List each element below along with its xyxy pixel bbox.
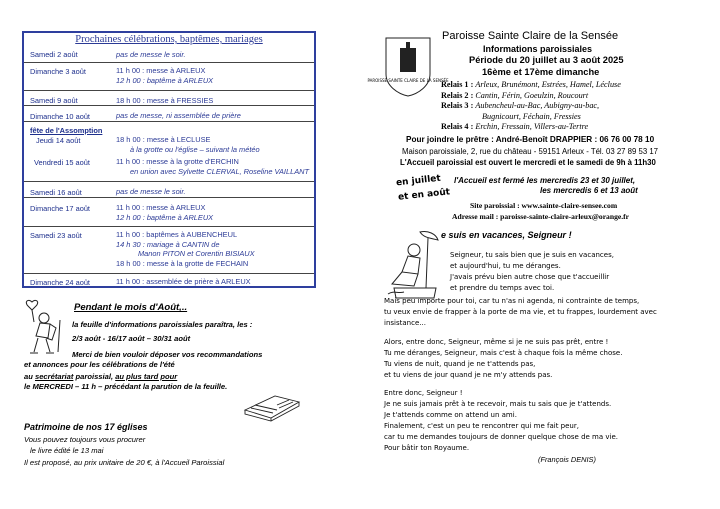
schedule-events: 18 h 00 : messe à FRESSIES xyxy=(116,96,214,105)
august-line: au secrétariat paroissial, au plus tard pour xyxy=(24,372,178,381)
schedule-day: Dimanche 17 août xyxy=(30,204,90,213)
opening-hours: L'Accueil paroissial est ouvert le mercredi et le samedi de 9h à 11h30 xyxy=(400,158,656,167)
schedule-day: Samedi 2 août xyxy=(30,50,78,59)
schedule-events: pas de messe, ni assemblée de prière xyxy=(116,111,241,120)
poem-line: insistance... xyxy=(384,319,426,327)
logo-text: PAROISSE SAINTE CLAIRE DE LA SENSÉE xyxy=(367,78,449,83)
relais-list xyxy=(441,80,621,133)
poem-line: Mais peu importe pour toi, car tu n'as ni agenda, ni contrainte de temps, xyxy=(384,297,640,305)
poem-line: Entre donc, Seigneur ! xyxy=(384,389,463,397)
schedule-events: pas de messe le soir. xyxy=(116,187,186,196)
schedule-events: 11 h 00 : messe à ARLEUX 12 h 00 : baptême à ARLEUX xyxy=(116,203,214,222)
relais-item: Bugnicourt, Féchain, Fressies xyxy=(482,111,581,121)
august-line: Merci de bien vouloir déposer vos recommandations xyxy=(72,350,263,359)
august-dates: 2/3 août - 16/17 août – 30/31 août xyxy=(72,334,191,343)
schedule-day: Samedi 16 août xyxy=(30,188,82,197)
parish-name: Paroisse Sainte Claire de la Sensée xyxy=(442,30,619,42)
poem-line: tu veux envie de frapper à la porte de ma vie, et tu frappes, lourdement avec xyxy=(384,308,657,316)
schedule-row xyxy=(24,105,314,121)
poem-line: car tu me demandes toujours de donner quelque chose de ma vie. xyxy=(384,433,618,441)
patrimoine-line: le livre édité le 13 mai xyxy=(30,446,104,455)
address: Maison paroissiale, 2, rue du château - 59151 Arleux - Tél. 03 27 89 53 17 xyxy=(402,147,659,156)
schedule-day: Dimanche 3 août xyxy=(30,67,86,76)
schedule-events: 11 h 00 : messe à ARLEUX 12 h 00 : baptême à ARLEUX xyxy=(116,66,214,85)
period: Période du 20 juillet au 3 août 2025 xyxy=(469,55,624,65)
schedule-row xyxy=(24,197,314,222)
schedule-events: pas de messe le soir. xyxy=(116,50,186,59)
patrimoine-line: Vous pouvez toujours vous procurer xyxy=(24,435,146,444)
schedule-box xyxy=(22,31,316,288)
parish-logo xyxy=(367,34,449,98)
vacation-illustration xyxy=(384,228,444,300)
schedule-day: Dimanche 24 août xyxy=(30,278,90,287)
schedule-day: Samedi 9 août xyxy=(30,96,78,105)
schedule-events: 11 h 00 : baptêmes à AUBENCHEUL 14 h 30 : mariage à CANTIN de Manon PITON et Corentin BISIAUX 18 h 00 : messe à la grotte de FECHAIN xyxy=(116,230,255,268)
closed-notice: l'Accueil est fermé les mercredis 23 et 30 juillet, xyxy=(454,176,636,185)
summer-stamp: et en août xyxy=(397,187,451,203)
schedule-row xyxy=(24,121,314,154)
poem-line: Pour bâtir ton Royaume. xyxy=(384,444,470,452)
fete-label: fête de l'Assomption xyxy=(30,126,103,135)
august-line: le MERCREDI – 11 h – précédant la parution de la feuille. xyxy=(24,382,228,391)
schedule-row xyxy=(24,62,314,85)
website: Site paroissial : www.sainte-claire-sensee.com xyxy=(470,201,618,210)
hiker-illustration xyxy=(22,296,68,356)
schedule-day: Dimanche 10 août xyxy=(30,112,90,121)
relais-item: Relais 2 : Cantin, Férin, Goeulzin, Roucourt xyxy=(441,90,589,100)
schedule-day: Vendredi 15 août xyxy=(34,158,90,167)
poem-title: e suis en vacances, Seigneur ! xyxy=(441,230,572,240)
sundays: 16ème et 17ème dimanche xyxy=(482,67,600,77)
poem-line: Je ne suis jamais prêt à te recevoir, mais tu sais que je t'attends. xyxy=(384,400,612,408)
summer-stamp: en juillet xyxy=(395,173,442,189)
schedule-events: 11 h 00 : messe à la grotte d'ERCHIN en union avec Sylvette CLERVAL, Roseline VAILLANT xyxy=(116,157,309,176)
priest-contact: Pour joindre le prêtre : André-Benoît DRAPPIER : 06 76 00 78 10 xyxy=(406,135,655,144)
poem-line: et aujourd'hui, tu me déranges. xyxy=(450,262,561,270)
schedule-row xyxy=(24,226,314,268)
poem-line: Tu me déranges, Seigneur, mais c'est à chaque fois la même chose. xyxy=(384,349,623,357)
schedule-events: 18 h 00 : messe à LECLUSE à la grotte ou l'église – suivant la météo xyxy=(116,135,260,154)
poem-line: J'avais prévu bien autre chose que t'accueillir xyxy=(450,273,610,281)
poem-author: (François DENIS) xyxy=(538,455,596,464)
schedule-row xyxy=(24,273,314,287)
poem-line: Seigneur, tu sais bien que je suis en vacances, xyxy=(450,251,614,259)
poem-line: Finalement, c'est un peu te rencontrer qui me fait peur, xyxy=(384,422,579,430)
patrimoine-line: Il est proposé, au prix unitaire de 20 €, à l'Accueil Paroissial xyxy=(24,458,225,467)
relais-item: Relais 4 : Erchin, Fressain, Villers-au-Tertre xyxy=(441,122,589,132)
august-line: et annonces pour les célébrations de l'été xyxy=(24,360,175,369)
book-illustration xyxy=(241,392,303,422)
poem-line: Je t'attends comme on attend un ami. xyxy=(384,411,517,419)
schedule-row xyxy=(24,90,314,105)
closed-notice: les mercredis 6 et 13 août xyxy=(540,186,638,195)
poem-line: et prendre du temps avec toi. xyxy=(450,284,555,292)
relais-item: Relais 3 : Aubencheul-au-Bac, Aubigny-au-bac, xyxy=(441,101,600,111)
schedule-day: Jeudi 14 août xyxy=(36,136,81,145)
poem-line: Tu viens de nuit, quand je ne t'attends pas, xyxy=(384,360,536,368)
relais-item: Relais 1 : Arleux, Brunémont, Estrées, Hamel, Lécluse xyxy=(441,80,621,89)
august-line: la feuille d'informations paroissiales paraîtra, les : xyxy=(72,320,253,329)
schedule-day: Samedi 23 août xyxy=(30,231,82,240)
august-title: Pendant le mois d'Août,.. xyxy=(74,302,188,313)
subtitle: Informations paroissiales xyxy=(483,44,593,54)
schedule-row xyxy=(24,181,314,197)
schedule-events: 11 h 00 : assemblée de prière à ARLEUX xyxy=(116,277,251,286)
schedule-title: Prochaines célébrations, baptêmes, mariages xyxy=(75,34,263,45)
poem-line: Alors, entre donc, Seigneur, même si je ne suis pas prêt, entre ! xyxy=(384,338,609,346)
poem-line: et tu viens de jour quand je ne m'y attends pas. xyxy=(384,371,553,379)
email: Adresse mail : paroisse-sainte-claire-arleux@orange.fr xyxy=(452,212,630,221)
patrimoine-title: Patrimoine de nos 17 églises xyxy=(24,422,148,432)
